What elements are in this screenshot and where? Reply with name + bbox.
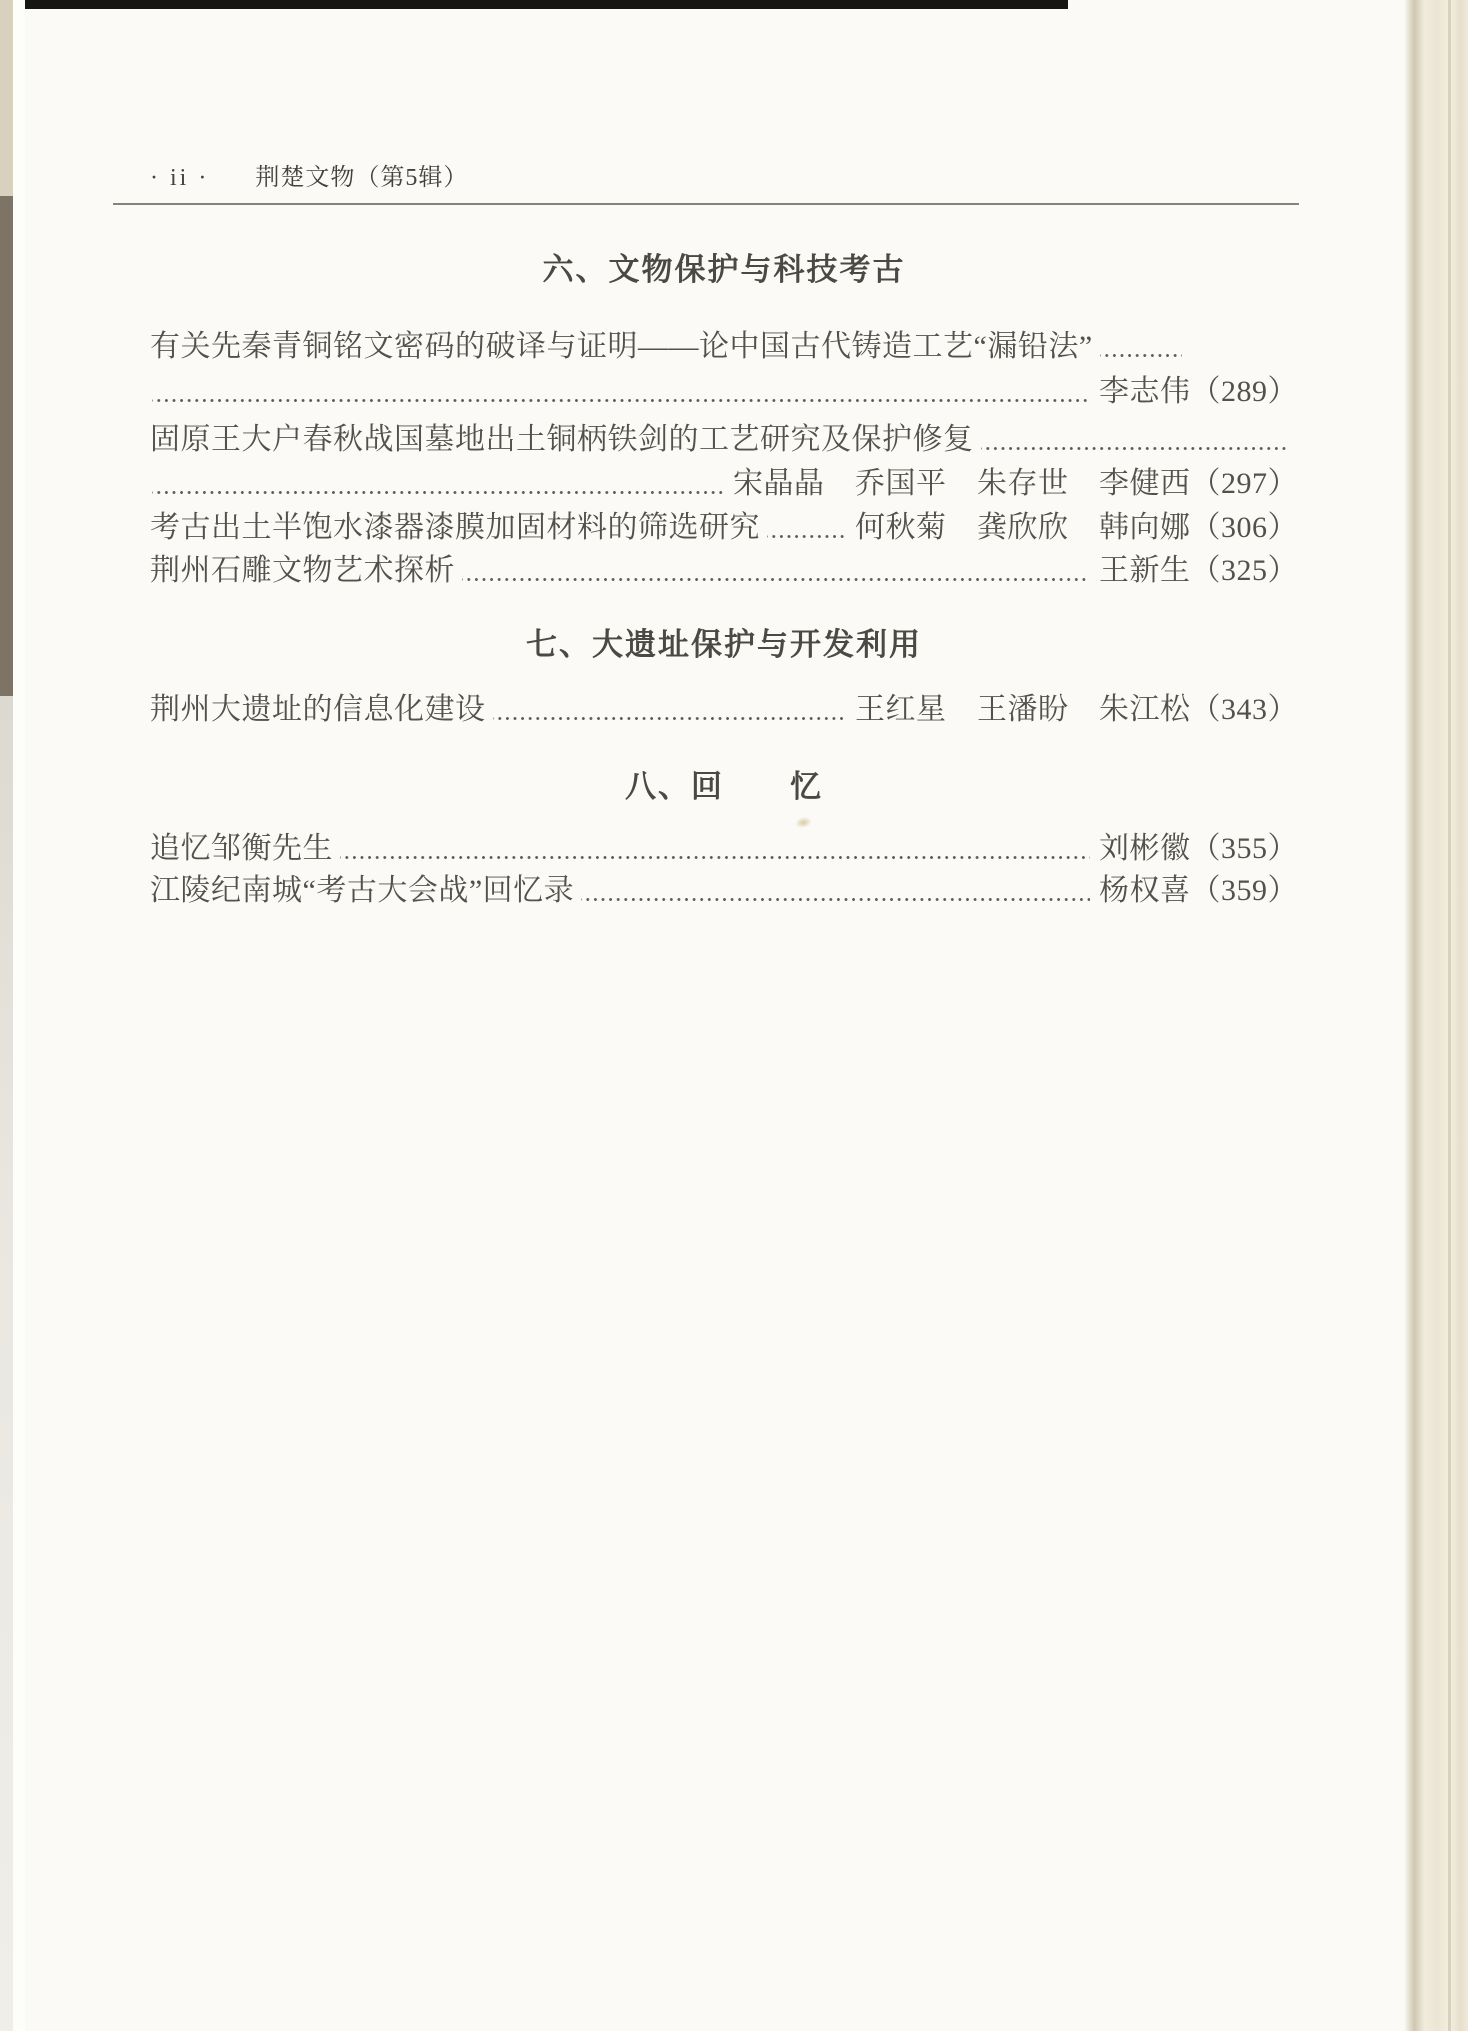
entry-authors: 王新生（325） — [1099, 554, 1298, 587]
leader-dots — [152, 462, 724, 506]
running-header — [150, 161, 1298, 195]
toc-entry-2-author-line — [150, 462, 1298, 506]
leader-dots — [767, 506, 846, 550]
toc-entry-6 — [150, 827, 1298, 871]
entry-authors: 王红星 王潘盼 朱江松（343） — [855, 693, 1298, 726]
section-heading-7: 七、大遗址保护与开发利用 — [526, 627, 922, 662]
toc-entry-4 — [150, 549, 1298, 593]
book-spine-beige — [0, 0, 13, 196]
entry-title: 追忆邹衡先生 — [150, 832, 333, 865]
toc-entry-2-title-line — [150, 418, 1298, 462]
page-edge-line — [1448, 0, 1451, 2031]
toc-entry-5 — [150, 688, 1298, 732]
entry-title: 荆州石雕文物艺术探析 — [150, 554, 455, 587]
book-spine-light — [0, 696, 13, 2031]
entry-authors: 杨权喜（359） — [1099, 874, 1298, 907]
toc-entry-7 — [150, 869, 1298, 913]
toc-entry-3 — [150, 506, 1298, 550]
entry-authors: 何秋菊 龚欣欣 韩向娜（306） — [855, 511, 1298, 544]
section-heading-6: 六、文物保护与科技考古 — [542, 252, 906, 287]
leader-dots — [1100, 325, 1182, 369]
toc-entry-1-author-line — [150, 370, 1298, 414]
entry-title: 江陵纪南城“考古大会战”回忆录 — [150, 874, 575, 907]
header-rule — [113, 203, 1299, 205]
spine-page-gap — [13, 0, 25, 2031]
leader-dots — [340, 827, 1090, 871]
entry-title: 考古出土半饱水漆器漆膜加固材料的筛选研究 — [150, 511, 760, 544]
leader-dots — [581, 869, 1090, 913]
page-edge-band — [1404, 0, 1468, 2031]
book-spine-brown — [0, 196, 13, 696]
page-number-marker: · ii · — [150, 165, 210, 191]
leader-dots — [493, 688, 847, 732]
entry-title: 有关先秦青铜铭文密码的破译与证明——论中国古代铸造工艺“漏铅法” — [150, 330, 1093, 363]
entry-title: 固原王大户春秋战国墓地出土铜柄铁剑的工艺研究及保护修复 — [150, 423, 974, 456]
leader-dots — [981, 418, 1290, 462]
entry-title: 荆州大遗址的信息化建设 — [150, 693, 486, 726]
scan-dark-strip — [0, 0, 1068, 9]
leader-dots — [152, 370, 1090, 414]
book-title: 荆楚文物（第5辑） — [255, 165, 469, 191]
entry-authors: 宋晶晶 乔国平 朱存世 李健西（297） — [733, 467, 1298, 500]
leader-dots — [462, 549, 1090, 593]
entry-authors: 刘彬徽（355） — [1099, 832, 1298, 865]
entry-authors: 李志伟（289） — [1099, 375, 1298, 408]
section-heading-8: 八、回 忆 — [625, 769, 823, 804]
toc-entry-1-title-line — [150, 325, 1298, 369]
